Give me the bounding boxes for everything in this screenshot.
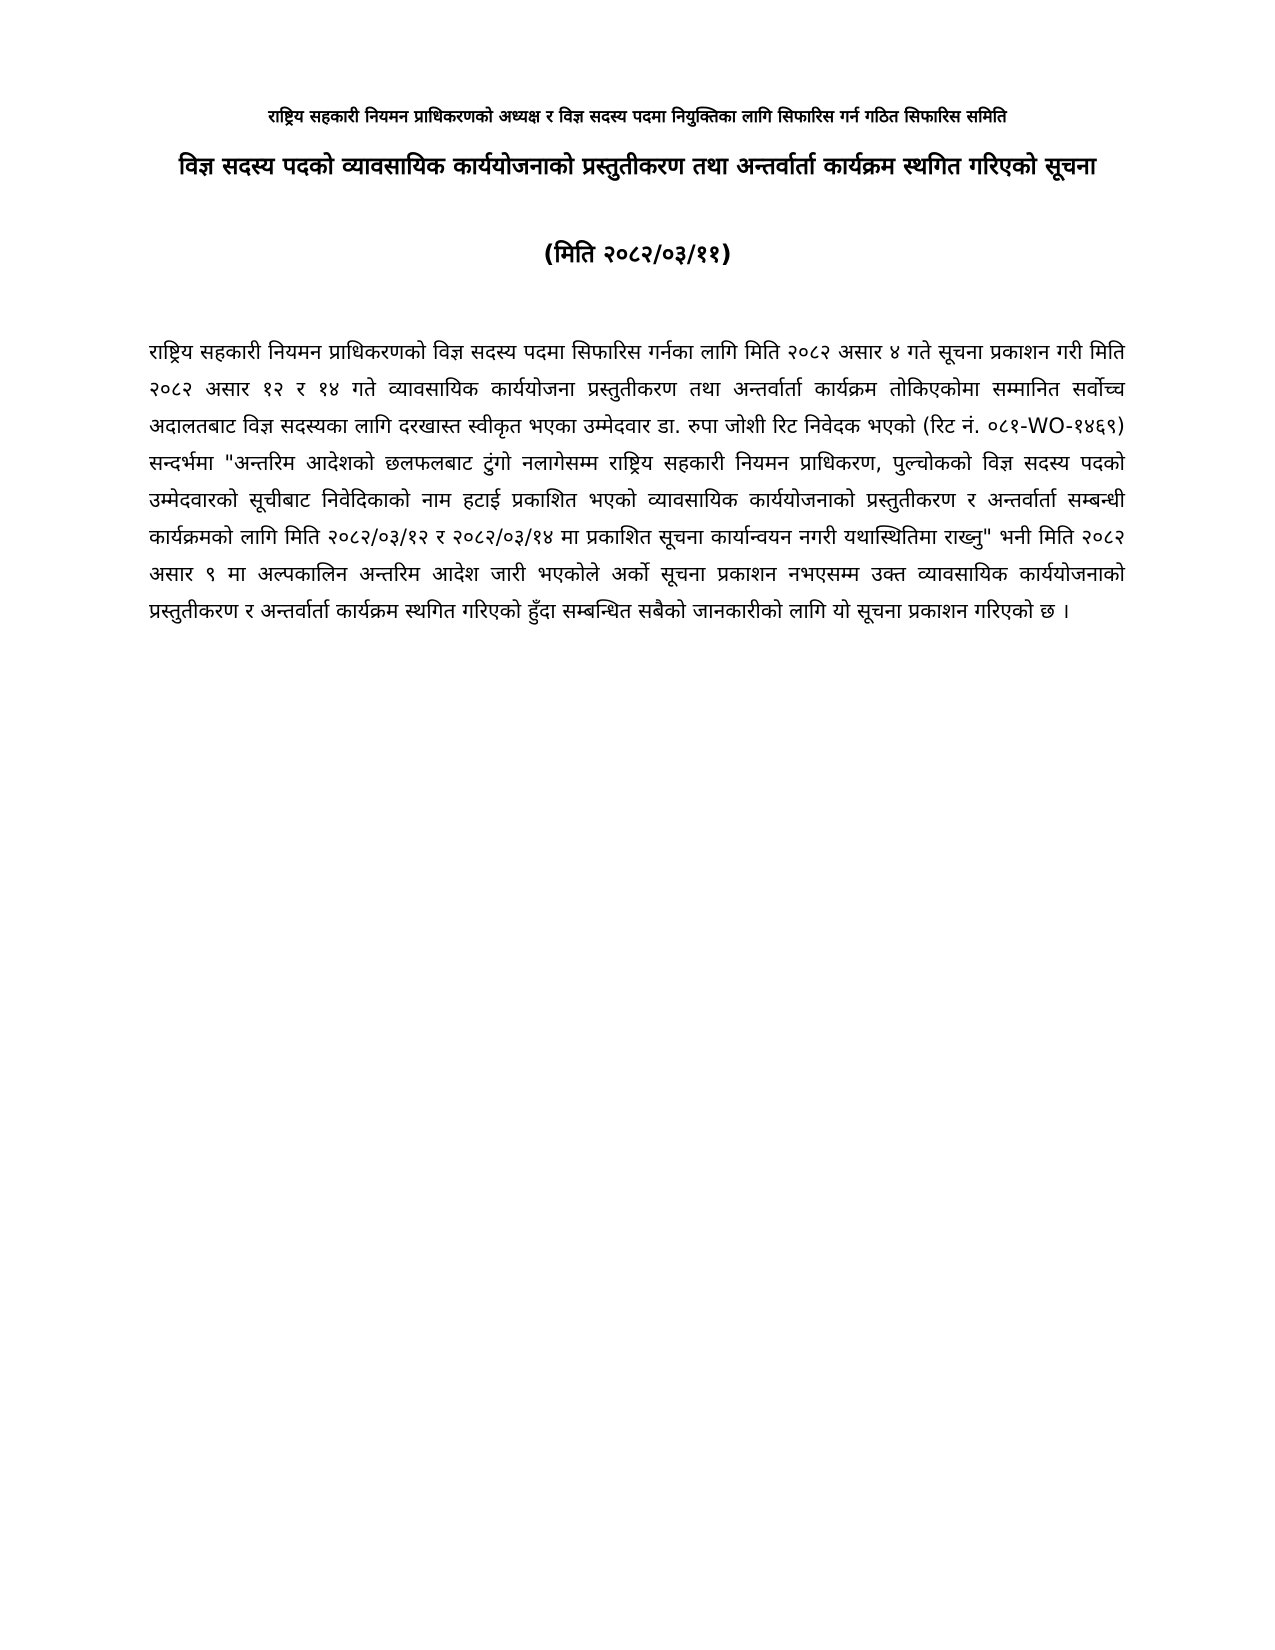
notice-title: विज्ञ सदस्य पदको व्यावसायिक कार्ययोजनाको प्रस्तुतीकरण तथा अन्तर्वार्ता कार्यक्रम स्थगित गरिएको सूचना: [178, 152, 1097, 180]
notice-date: (मिति २०८२/०३/११): [543, 240, 732, 268]
committee-heading: राष्ट्रिय सहकारी नियमन प्राधिकरणको अध्यक्ष र विज्ञ सदस्य पदमा नियुक्तिका लागि सिफारिस गर्न गठित सिफारिस समिति: [268, 107, 1007, 127]
notice-body: राष्ट्रिय सहकारी नियमन प्राधिकरणको विज्ञ सदस्य पदमा सिफारिस गर्नका लागि मिति २०८२ असार ४ गते सूचना प्रकाशन गरी मिति २०८२ असार १२ र १४ गते व्यावसायिक कार्ययोजना प्रस्तुतीकरण तथा अन्तर्वार्ता कार्यक्रम तोकिएकोमा सम्मानित सर्वोच्च अदालतबाट विज्ञ सदस्यका लागि दरखास्त स्वीकृत भएका उम्मेदवार डा. रुपा जोशी रिट निवेदक भएको (रिट नं. ०८१-WO-१४६९) सन्दर्भमा "अन्तरिम आदेशको छलफलबाट टुंगो नलागेसम्म राष्ट्रिय सहकारी नियमन प्राधिकरण, पुल्चोकको विज्ञ सदस्य पदको उम्मेदवारको सूचीबाट निवेदिकाको नाम हटाई प्रकाशित भएको व्यावसायिक कार्ययोजनाको प्रस्तुतीकरण र अन्तर्वार्ता सम्बन्धी कार्यक्रमको लागि मिति २०८२/०३/१२ र २०८२/०३/१४ मा प्रकाशित सूचना कार्यान्वयन नगरी यथास्थितिमा राख्नु" भनी मिति २०८२ असार ९ मा अल्पकालिन अन्तरिम आदेश जारी भएकोले अर्को सूचना प्रकाशन नभएसम्म उक्त व्यावसायिक कार्ययोजनाको प्रस्तुतीकरण र अन्तर्वार्ता कार्यक्रम स्थगित गरिएको हुँदा सम्बन्धित सबैको जानकारीको लागि यो सूचना प्रकाशन गरिएको छ ।: [149, 340, 1126, 623]
